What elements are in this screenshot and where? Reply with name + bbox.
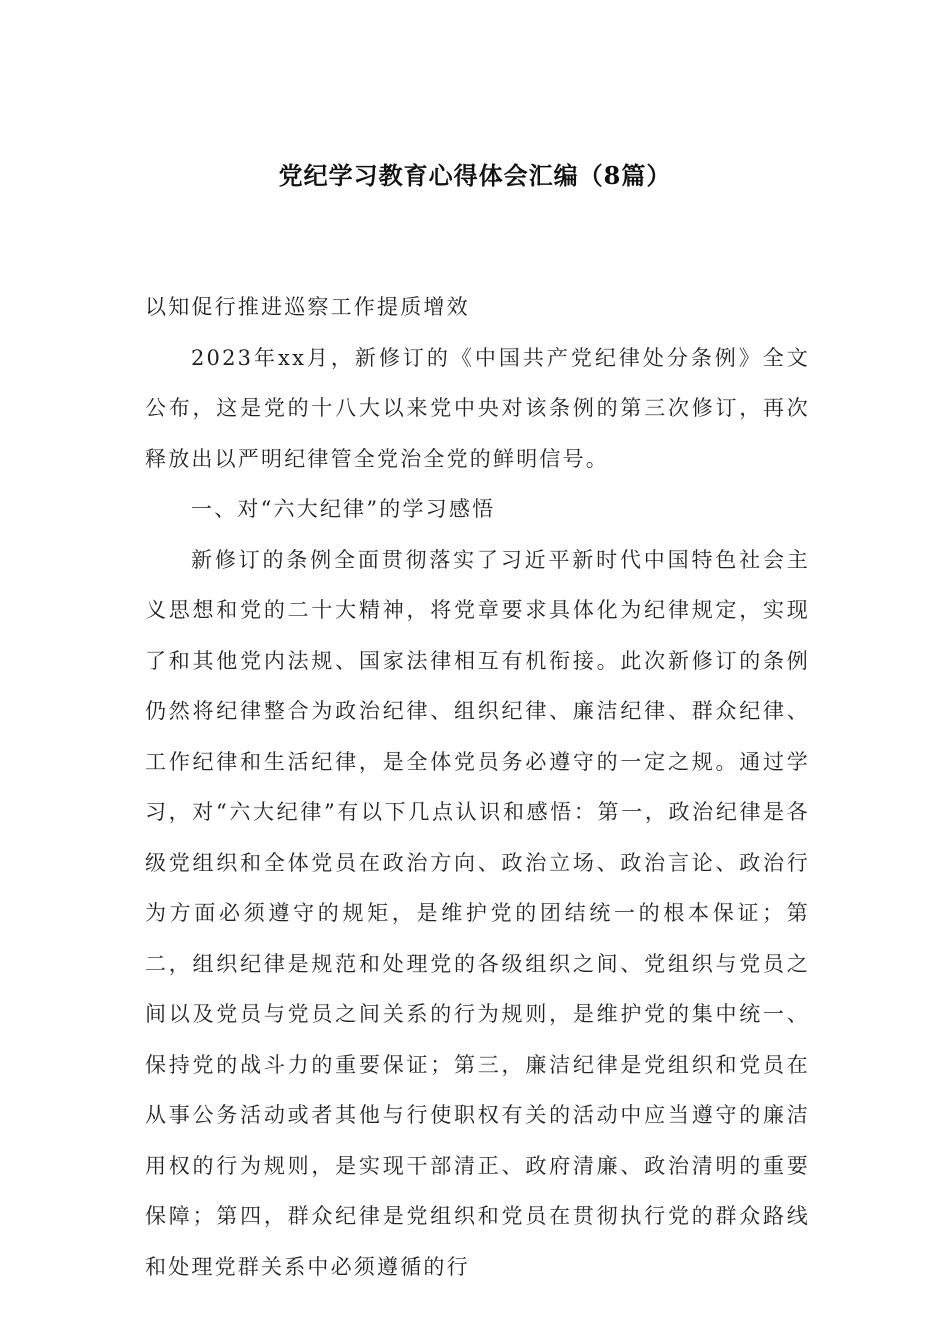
document-body <box>145 282 810 1292</box>
article-subtitle: 以知促行推进巡察工作提质增效 <box>145 295 470 319</box>
paragraph-body: 新修订的条例全面贯彻落实了习近平新时代中国特色社会主义思想和党的二十大精神，将党章要求具体化为纪律规定，实现了和其他党内法规、国家法律相互有机衔接。此次新修订的条例仍然将纪律整合为政治纪律、组织纪律、廉洁纪律、群众纪律、工作纪律和生活纪律，是全体党员务必遵守的一定之规。通过学习，对“六大纪律”有以下几点认识和感悟：第一，政治纪律是各级党组织和全体党员在政治方向、政治立场、政治言论、政治行为方面必须遵守的规矩，是维护党的团结统一的根本保证；第二，组织纪律是规范和处理党的各级组织之间、党组织与党员之间以及党员与党员之间关系的行为规则，是维护党的集中统一、保持党的战斗力的重要保证；第三，廉洁纪律是党组织和党员在从事公务活动或者其他与行使职权有关的活动中应当遵守的廉洁用权的行为规则，是实现干部清正、政府清廉、政治清明的重要保障；第四，群众纪律是党组织和党员在贯彻执行党的群众路线和处理党群关系中必须遵循的行 <box>145 547 810 1279</box>
paragraph-intro: 2023年xx月，新修订的《中国共产党纪律处分条例》全文公布，这是党的十八大以来党中央对该条例的第三次修订，再次释放出以严明纪律管全党治全党的鲜明信号。 <box>145 345 810 471</box>
section-heading: 一、对“六大纪律”的学习感悟 <box>191 497 496 521</box>
document-title: 党纪学习教育心得体会汇编（8篇） <box>278 161 672 190</box>
